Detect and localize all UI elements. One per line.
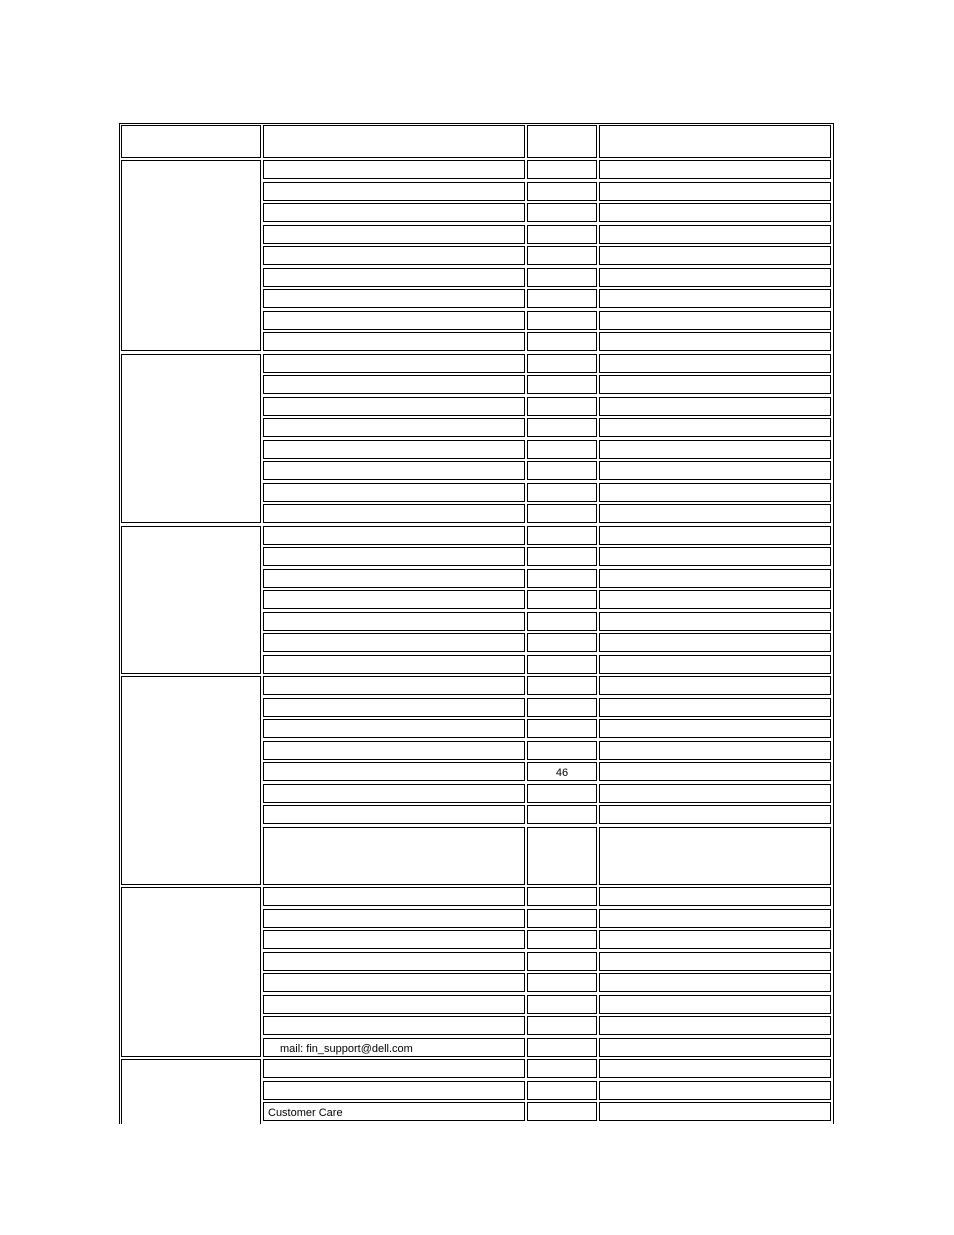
service-cell (263, 719, 525, 738)
area-code-cell (527, 827, 597, 885)
area-code-cell (527, 569, 597, 588)
area-code-cell (527, 182, 597, 201)
country-cell (121, 354, 261, 523)
area-code-cell (527, 655, 597, 674)
number-cell (599, 182, 831, 201)
area-code-cell (527, 440, 597, 459)
area-code-cell (527, 698, 597, 717)
number-cell (599, 805, 831, 824)
area-code-cell (527, 784, 597, 803)
area-code-cell (527, 160, 597, 179)
number-cell (599, 1081, 831, 1100)
service-cell (263, 332, 525, 351)
service-cell (263, 1059, 525, 1078)
area-code-cell (527, 547, 597, 566)
number-cell (599, 909, 831, 928)
number-cell (599, 1059, 831, 1078)
service-cell (263, 440, 525, 459)
header-service-cell (263, 125, 525, 158)
area-code-cell (527, 995, 597, 1014)
number-cell (599, 246, 831, 265)
number-cell (599, 483, 831, 502)
service-cell (263, 590, 525, 609)
number-cell (599, 461, 831, 480)
number-cell (599, 590, 831, 609)
area-code-cell-text: 46 (555, 767, 569, 779)
service-cell (263, 1081, 525, 1100)
area-code-cell (527, 719, 597, 738)
service-cell (263, 569, 525, 588)
number-cell (599, 440, 831, 459)
service-cell (263, 784, 525, 803)
area-code-cell (527, 375, 597, 394)
service-cell (263, 698, 525, 717)
number-cell (599, 225, 831, 244)
number-cell (599, 1038, 831, 1057)
area-code-cell (527, 930, 597, 949)
country-cell (121, 160, 261, 351)
service-cell (263, 397, 525, 416)
area-code-cell (527, 203, 597, 222)
service-cell (263, 461, 525, 480)
area-code-cell (527, 1081, 597, 1100)
area-code-cell (527, 246, 597, 265)
service-cell (263, 547, 525, 566)
country-cell (121, 676, 261, 885)
number-cell (599, 973, 831, 992)
service-cell (263, 930, 525, 949)
number-cell (599, 569, 831, 588)
area-code-cell (527, 805, 597, 824)
number-cell (599, 827, 831, 885)
number-cell (599, 526, 831, 545)
country-cell (121, 887, 261, 1057)
area-code-cell (527, 289, 597, 308)
service-cell (263, 1016, 525, 1035)
service-cell (263, 225, 525, 244)
service-cell (263, 973, 525, 992)
area-code-cell (527, 311, 597, 330)
service-cell (263, 203, 525, 222)
service-cell (263, 418, 525, 437)
service-cell (263, 952, 525, 971)
area-code-cell (527, 397, 597, 416)
number-cell (599, 952, 831, 971)
number-cell (599, 311, 831, 330)
number-cell (599, 676, 831, 695)
area-code-cell (527, 483, 597, 502)
number-cell (599, 1016, 831, 1035)
service-cell (263, 375, 525, 394)
number-cell (599, 762, 831, 781)
number-cell (599, 995, 831, 1014)
number-cell (599, 289, 831, 308)
service-cell-text: mail: fin_support@dell.com (280, 1043, 413, 1055)
service-cell (263, 612, 525, 631)
number-cell (599, 418, 831, 437)
service-cell (263, 762, 525, 781)
service-cell (263, 995, 525, 1014)
number-cell (599, 268, 831, 287)
service-cell (263, 160, 525, 179)
number-cell (599, 612, 831, 631)
header-country-cell (121, 125, 261, 158)
number-cell (599, 1102, 831, 1121)
area-code-cell (527, 633, 597, 652)
number-cell (599, 930, 831, 949)
area-code-cell (527, 526, 597, 545)
area-code-cell (527, 887, 597, 906)
area-code-cell (527, 354, 597, 373)
number-cell (599, 332, 831, 351)
area-code-cell (527, 676, 597, 695)
area-code-cell (527, 1059, 597, 1078)
service-cell (263, 1102, 525, 1121)
number-cell (599, 504, 831, 523)
number-cell (599, 784, 831, 803)
area-code-cell (527, 741, 597, 760)
area-code-cell (527, 973, 597, 992)
service-cell (263, 504, 525, 523)
area-code-cell (527, 952, 597, 971)
number-cell (599, 160, 831, 179)
number-cell (599, 655, 831, 674)
header-number-cell (599, 125, 831, 158)
area-code-cell (527, 418, 597, 437)
area-code-cell (527, 1016, 597, 1035)
service-cell (263, 311, 525, 330)
area-code-cell (527, 612, 597, 631)
service-cell (263, 741, 525, 760)
service-cell-text: Customer Care (268, 1107, 343, 1119)
area-code-cell (527, 461, 597, 480)
area-code-cell (527, 504, 597, 523)
area-code-cell (527, 762, 597, 781)
service-cell (263, 182, 525, 201)
area-code-cell (527, 225, 597, 244)
area-code-cell (527, 268, 597, 287)
area-code-cell (527, 1038, 597, 1057)
number-cell (599, 547, 831, 566)
service-cell (263, 676, 525, 695)
country-cell (121, 526, 261, 674)
service-cell (263, 887, 525, 906)
number-cell (599, 719, 831, 738)
service-cell (263, 526, 525, 545)
service-cell (263, 827, 525, 885)
area-code-cell (527, 332, 597, 351)
area-code-cell (527, 590, 597, 609)
service-cell (263, 354, 525, 373)
number-cell (599, 887, 831, 906)
area-code-cell (527, 1102, 597, 1121)
number-cell (599, 203, 831, 222)
service-cell (263, 483, 525, 502)
service-cell (263, 633, 525, 652)
service-cell (263, 246, 525, 265)
number-cell (599, 397, 831, 416)
number-cell (599, 633, 831, 652)
service-cell (263, 1038, 525, 1057)
number-cell (599, 698, 831, 717)
header-area-code-cell (527, 125, 597, 158)
number-cell (599, 741, 831, 760)
service-cell (263, 268, 525, 287)
number-cell (599, 354, 831, 373)
service-cell (263, 289, 525, 308)
service-cell (263, 909, 525, 928)
country-cell (121, 1059, 261, 1124)
service-cell (263, 805, 525, 824)
service-cell (263, 655, 525, 674)
area-code-cell (527, 909, 597, 928)
number-cell (599, 375, 831, 394)
